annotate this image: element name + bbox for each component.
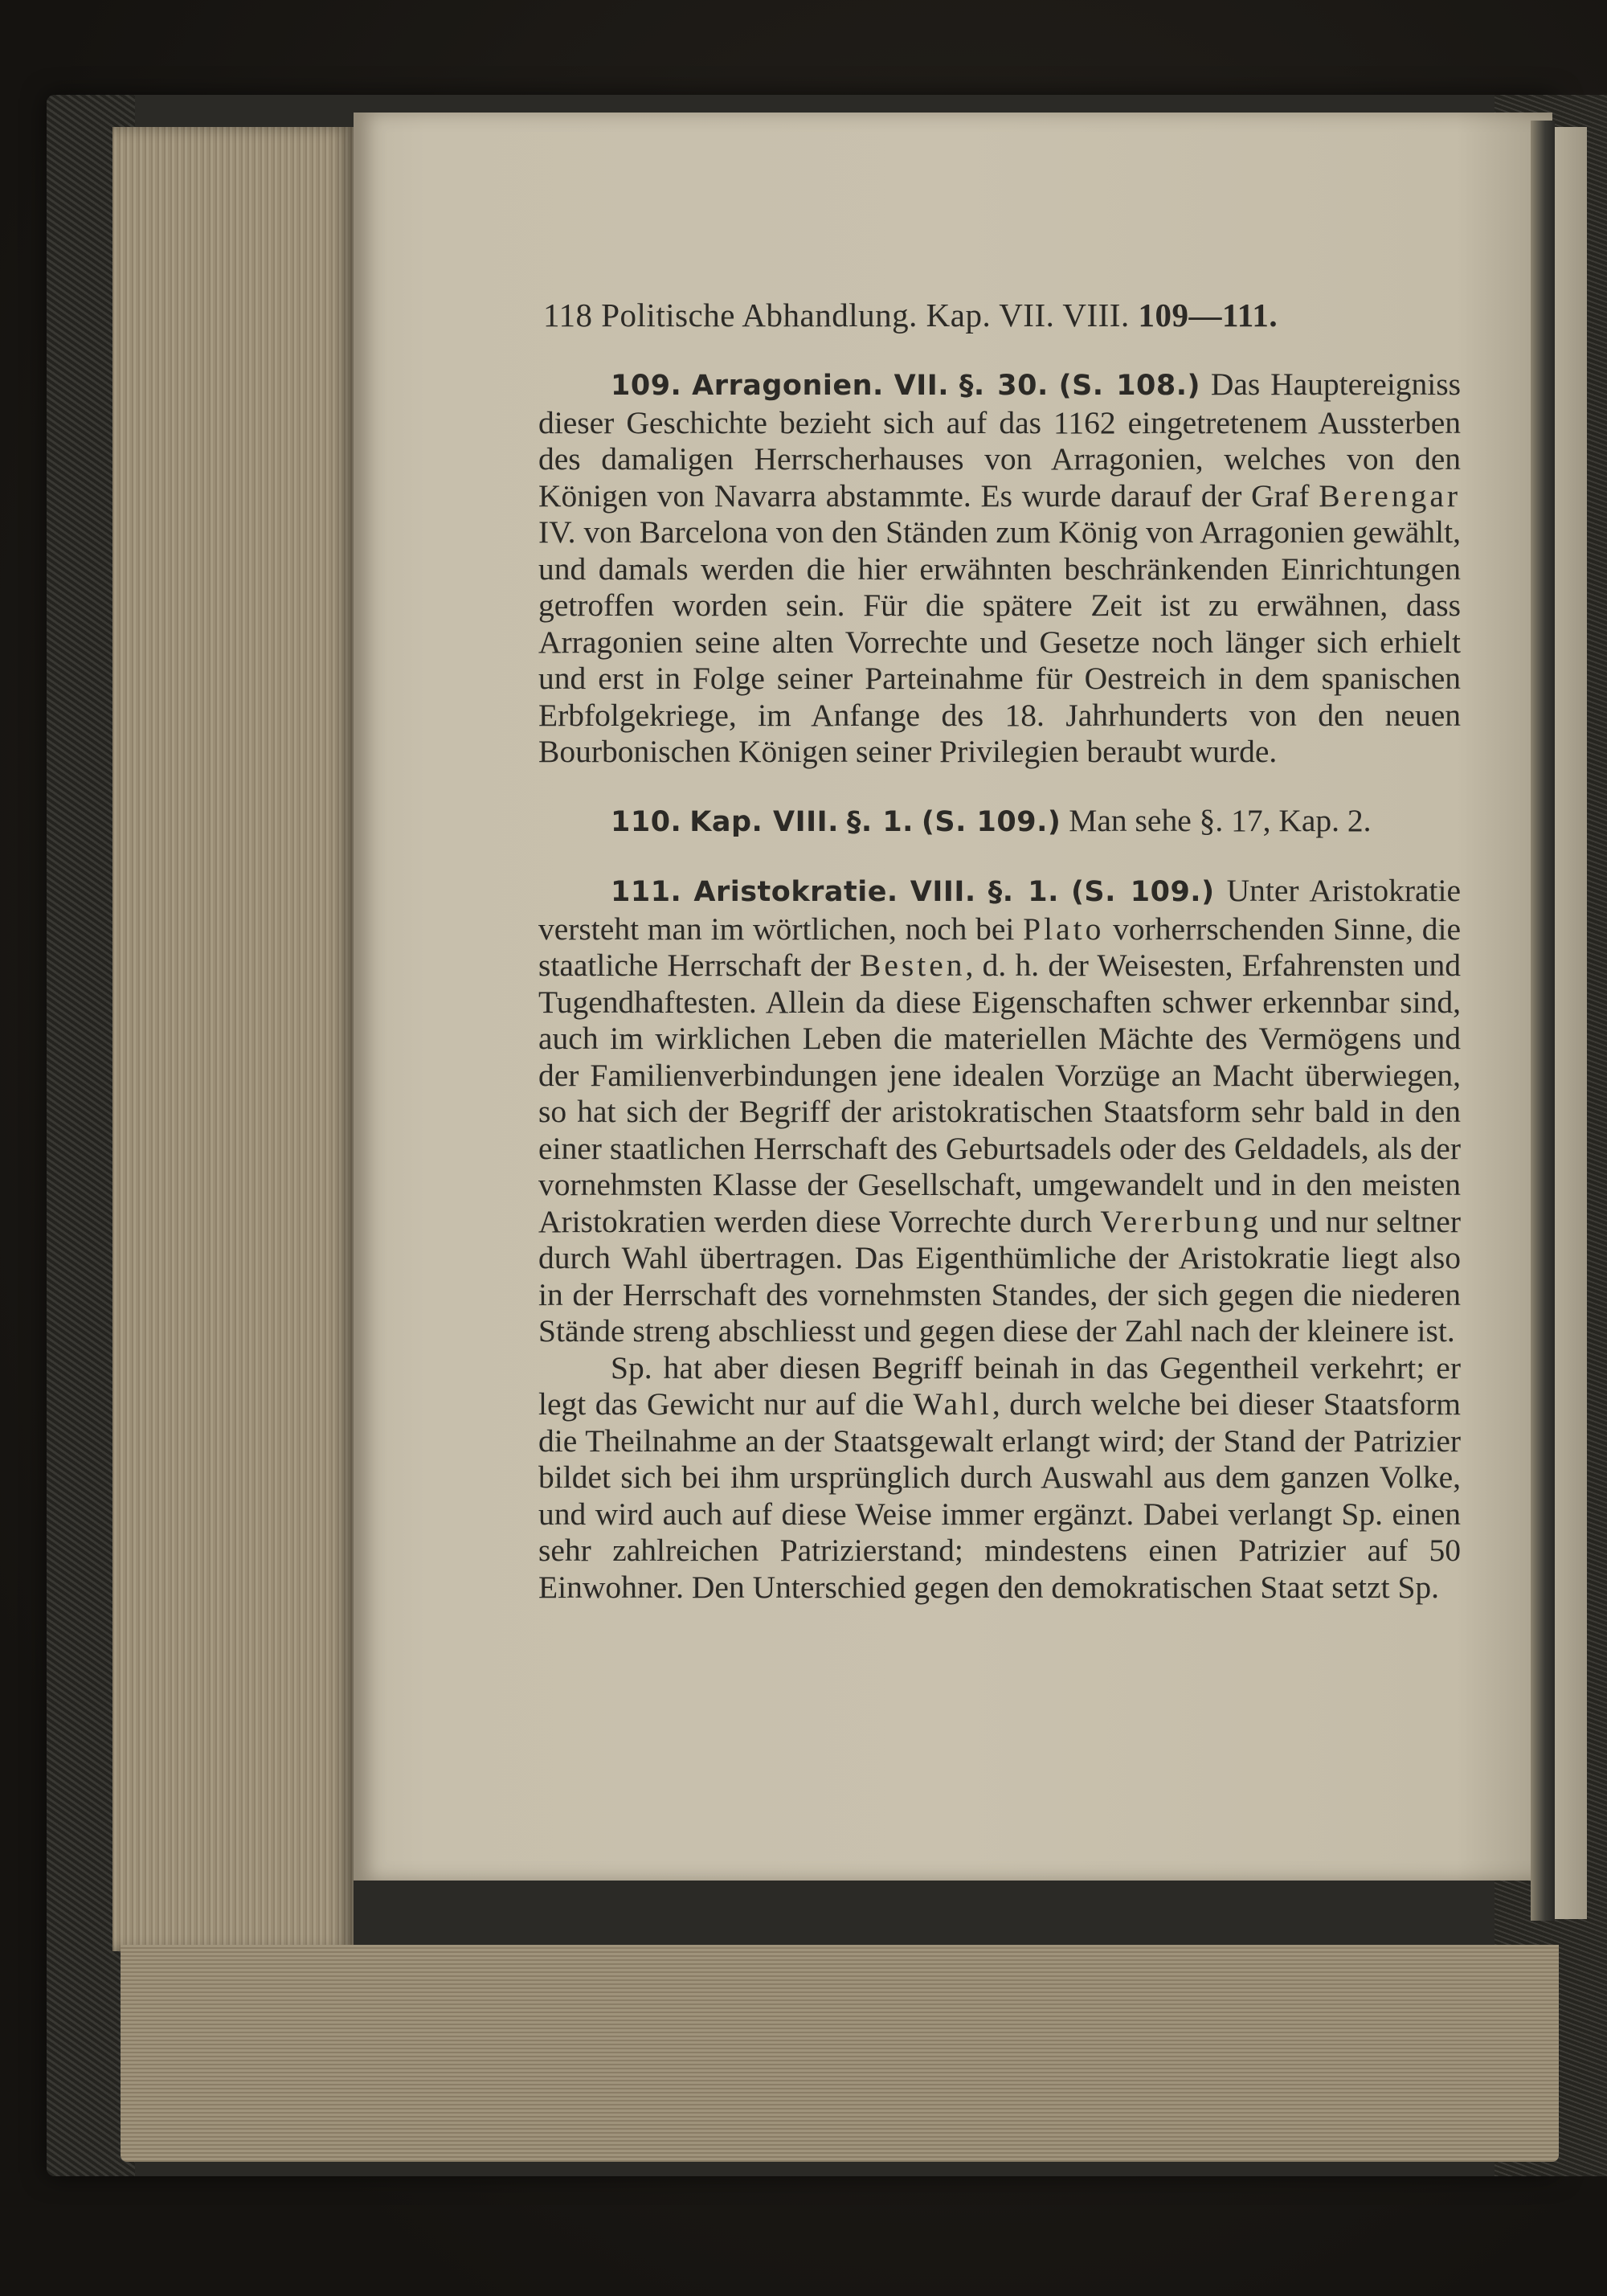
page-gutter bbox=[1531, 121, 1555, 1921]
entry-text: und nur seltner durch Wahl übertragen. Das Eigenthümliche der Aristokratie liegt also in der Herrschaft des vornehmsten Standes, der sich gegen die niederen Stände streng abschliesst und gegen diese der Zahl nach der kleinere ist. bbox=[538, 1203, 1461, 1349]
entry-text: Unter Aristokratie versteht man im wörtlichen, noch bei bbox=[538, 873, 1462, 947]
entry-title: Kap. VIII. bbox=[689, 805, 839, 838]
entry-text: Man sehe §. 17, Kap. 2. bbox=[1061, 802, 1372, 838]
running-head bbox=[543, 296, 1461, 334]
entry-number: 111. bbox=[611, 876, 682, 908]
entry-title: Aristokratie. bbox=[693, 876, 898, 908]
entry-text: Das Hauptereigniss dieser Geschichte bezieht sich auf das 1162 eingetretenem Aussterben des damaligen Herrscherhauses von Arragonien, welches von den Königen von Navarra abstammte. Es wurde darauf der Graf bbox=[538, 366, 1462, 514]
running-head-title: 118 Politische Abhandlung. Kap. VII. VIII. bbox=[543, 297, 1130, 334]
entry-page-ref: (S. 108.) bbox=[1058, 370, 1201, 402]
entry-page-ref: (S. 109.) bbox=[921, 805, 1061, 838]
entry-text: vorherrschenden Sinne, die staatliche Herrschaft der bbox=[538, 911, 1461, 983]
entry-text: IV. von Barcelona von den Ständen zum König von Arragonien gewählt, und damals werden die hier erwähnten beschränkenden Einrichtungen getroffen worden sein. Für die spätere Zeit ist zu erwähnen, dass Arragonien seine alten Vorrechte und Gesetze noch länger sich erhielt und erst in Folge seiner Parteinahme für Oestreich in dem spanischen Erbfolgekriege, im Anfange des 18. Jahrhunderts von den neuen Bourbonischen Königen seiner Privilegien beraubt wurde. bbox=[538, 514, 1461, 769]
entry-111 bbox=[538, 873, 1461, 1350]
page-text bbox=[538, 296, 1461, 1638]
entry-number: 110. bbox=[611, 805, 682, 838]
spaced-word: Vererbung bbox=[1100, 1203, 1261, 1239]
entry-chapter: VII. bbox=[893, 370, 950, 402]
entry-text: , d. h. der Weisesten, Erfahrensten und Tugendhaftesten. Allein da diese Eigenschaften schwer erkennbar sind, auch im wirklichen Leben die materiellen Mächte des Vermögens und der Familienverbindungen jene idealen Vorzüge an Macht überwiegen, so hat sich der Begriff der aristokratischen Staatsform sehr bald in den einer staatlichen Herrschaft des Geburtsadels oder des Geldadels, als der vornehmsten Klasse der Gesellschaft, umgewandelt und in den meisten Aristokratien werden diese Vorrechte durch bbox=[538, 947, 1461, 1239]
page-block-bottom bbox=[121, 1945, 1559, 2162]
entry-number: 109. bbox=[611, 370, 682, 402]
running-head-range: 109—111. bbox=[1138, 297, 1278, 334]
spaced-word: Wahl bbox=[913, 1386, 992, 1422]
entry-text: , durch welche bei dieser Staatsform die Theilnahme an der Staatsgewalt erlangt wird; der Stand der Patrizier bildet sich bei ihm ursprünglich durch Auswahl aus dem ganzen Volke, und wird auch auf diese Weise immer ergänzt. Dabei verlangt Sp. einen sehr zahlreichen Patrizierstand; mindestens einen Patrizier auf 50 Einwohner. Den Unterschied gegen den demokratischen Staat setzt Sp. bbox=[538, 1386, 1461, 1605]
facing-page-edge bbox=[1555, 127, 1587, 1919]
entry-paragraph: §. 1. bbox=[988, 876, 1059, 908]
spaced-name: Plato bbox=[1023, 911, 1105, 947]
entry-110 bbox=[538, 803, 1461, 841]
page-block-edges bbox=[112, 127, 354, 1951]
entry-109 bbox=[538, 366, 1461, 771]
entry-paragraph: §. 30. bbox=[959, 370, 1049, 402]
spaced-name: Berengar bbox=[1319, 477, 1461, 514]
spaced-word: Besten bbox=[860, 947, 966, 983]
entry-paragraph: §. 1. bbox=[846, 805, 914, 838]
entry-text: Sp. hat aber diesen Begriff beinah in das Gegentheil verkehrt; er legt das Gewicht nur auf die bbox=[538, 1349, 1461, 1422]
entry-chapter: VIII. bbox=[910, 876, 976, 908]
entry-111-paragraph-2 bbox=[538, 1350, 1461, 1606]
entry-page-ref: (S. 109.) bbox=[1070, 876, 1215, 908]
entry-title: Arragonien. bbox=[692, 370, 884, 402]
